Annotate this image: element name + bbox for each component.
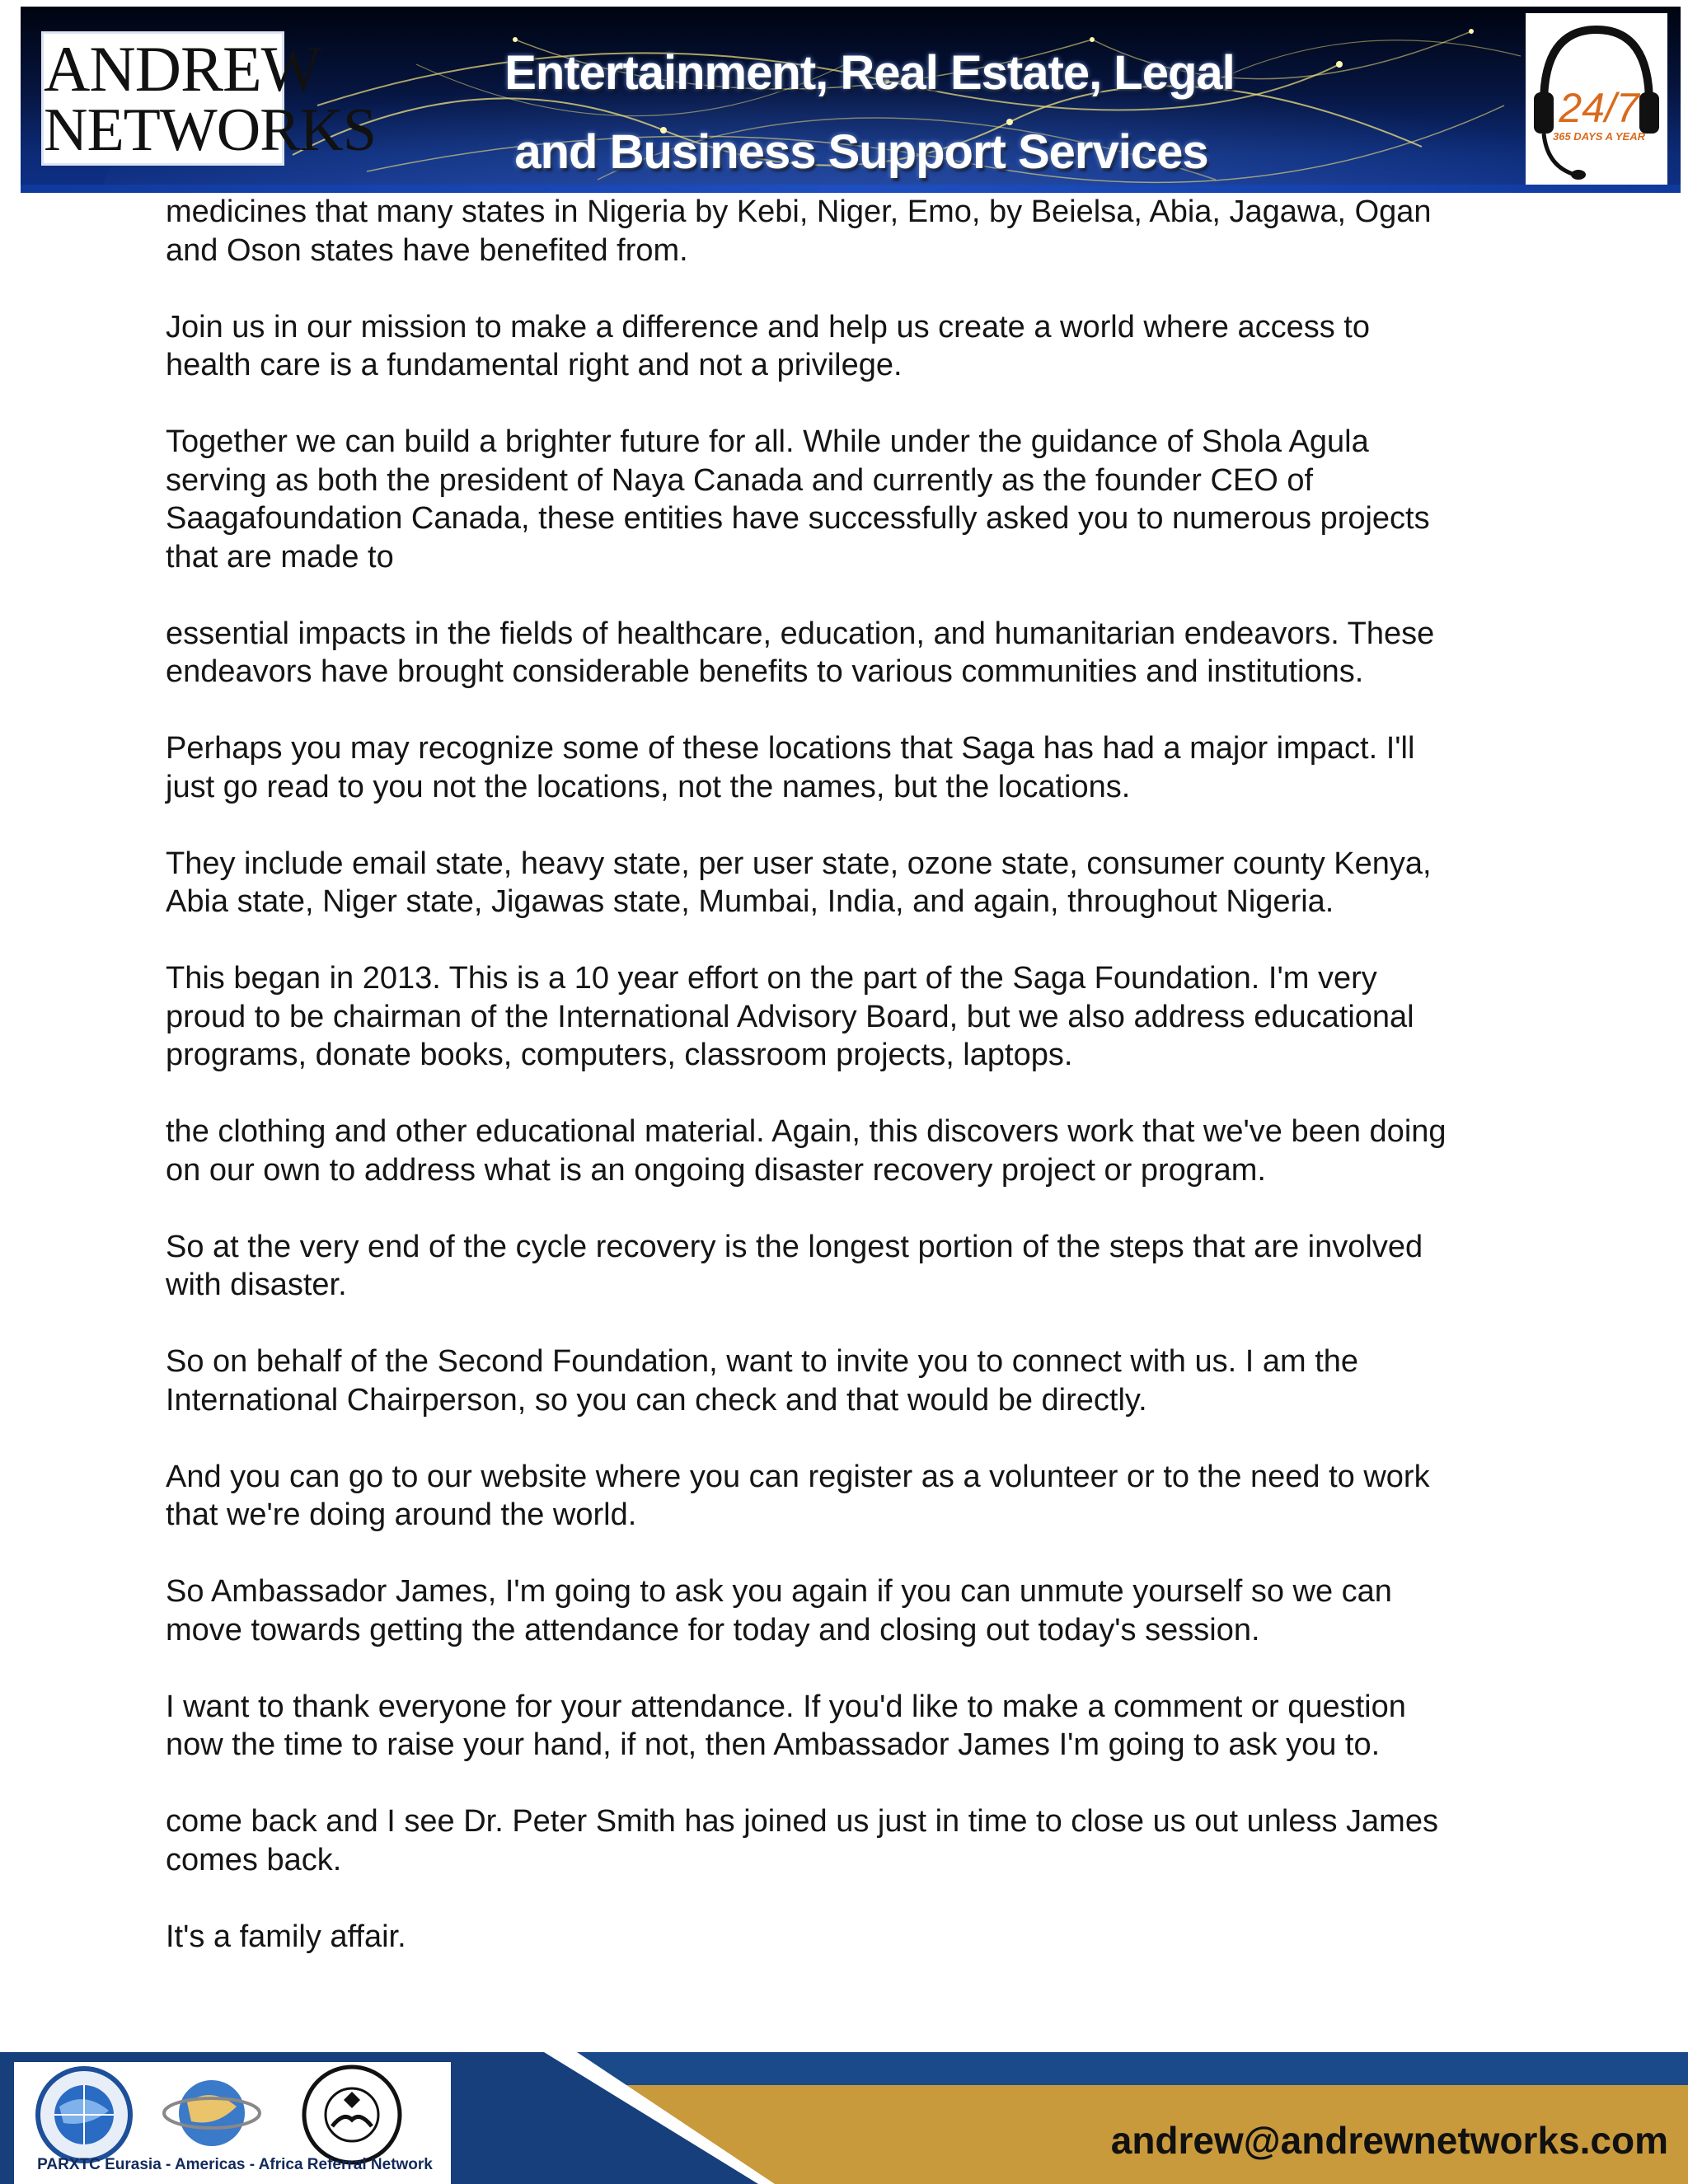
header-stripe: [21, 185, 1681, 193]
paragraph: Together we can build a brighter future for all. While under the guidance of Shola Agula serving as both the president of Naya Canada and currently as the founder CEO of Saagafoundation Canada, these entities have successfully asked you to numerous projects that are made to: [166, 424, 1430, 574]
paragraph: This began in 2013. This is a 10 year effort on the part of the Saga Foundation. I'm very proud to be chairman of the International Advisory Board, but we also address educational programs, donate books, computers, classroom projects, laptops.: [166, 961, 1414, 1072]
hands-seal-icon: [286, 2062, 418, 2166]
badge-247: 24/7: [1559, 85, 1639, 131]
paragraph: So at the very end of the cycle recovery is the longest portion of the steps that are involved with disaster.: [166, 1229, 1423, 1302]
paragraph: the clothing and other educational material. Again, this discovers work that we've been doing on our own to address what is an ongoing disaster recovery project or program.: [166, 1114, 1447, 1188]
header-title-line2: and Business Support Services: [514, 125, 1208, 179]
paragraph: So Ambassador James, I'm going to ask you again if you can unmute yourself so we can move towards getting the attendance for today and closing out today's session.: [166, 1574, 1392, 1647]
andrew-networks-logo: [41, 31, 377, 166]
footer-caption: PARXTC Eurasia - Americas - Africa Referral Network: [37, 2156, 433, 2173]
paragraph: medicines that many states in Nigeria by Kebi, Niger, Emo, by Beielsa, Abia, Jagawa, Ogan and Oson states have benefited from.: [166, 194, 1432, 268]
support-badge: [1526, 13, 1667, 185]
logo-line2: NETWORKS: [44, 96, 377, 164]
transcript-body: [166, 193, 1567, 1994]
globe-seal-icon: [22, 2065, 146, 2164]
header-title-line1: Entertainment, Real Estate, Legal: [504, 46, 1235, 100]
header-banner: [21, 7, 1681, 193]
parxtc-globe-icon: [154, 2065, 270, 2164]
paragraph: So on behalf of the Second Foundation, want to invite you to connect with us. I am the International Chairperson, so you can check and that would be directly.: [166, 1344, 1359, 1418]
logo-line1: ANDREW: [44, 33, 321, 105]
paragraph: essential impacts in the fields of healthcare, education, and humanitarian endeavors. These endeavors have brought considerable benefits to various communities and institutions.: [166, 616, 1435, 689]
paragraph: I want to thank everyone for your attendance. If you'd like to make a comment or question now the time to raise your hand, if not, then Ambassador James I'm going to ask you to.: [166, 1689, 1406, 1762]
footer-banner: [0, 2052, 1688, 2184]
paragraph: come back and I see Dr. Peter Smith has joined us just in time to close us out unless James comes back.: [166, 1804, 1438, 1877]
paragraph: They include email state, heavy state, per user state, ozone state, consumer county Kenya, Abia state, Niger state, Jigawas state, Mumbai, India, and again, throughout Nigeria.: [166, 846, 1432, 919]
paragraph: Join us in our mission to make a difference and help us create a world where access to health care is a fundamental right and not a privilege.: [166, 309, 1370, 382]
footer-email: andrew@andrewnetworks.com: [1110, 2119, 1668, 2162]
paragraph: It's a family affair.: [166, 1919, 406, 1954]
paragraph: And you can go to our website where you can register as a volunteer or to the need to work that we're doing around the world.: [166, 1459, 1430, 1532]
paragraph: Perhaps you may recognize some of these locations that Saga has had a major impact. I'll just go read to you not the locations, not the names, but the locations.: [166, 731, 1415, 804]
badge-subtitle: 365 DAYS A YEAR: [1553, 130, 1645, 143]
